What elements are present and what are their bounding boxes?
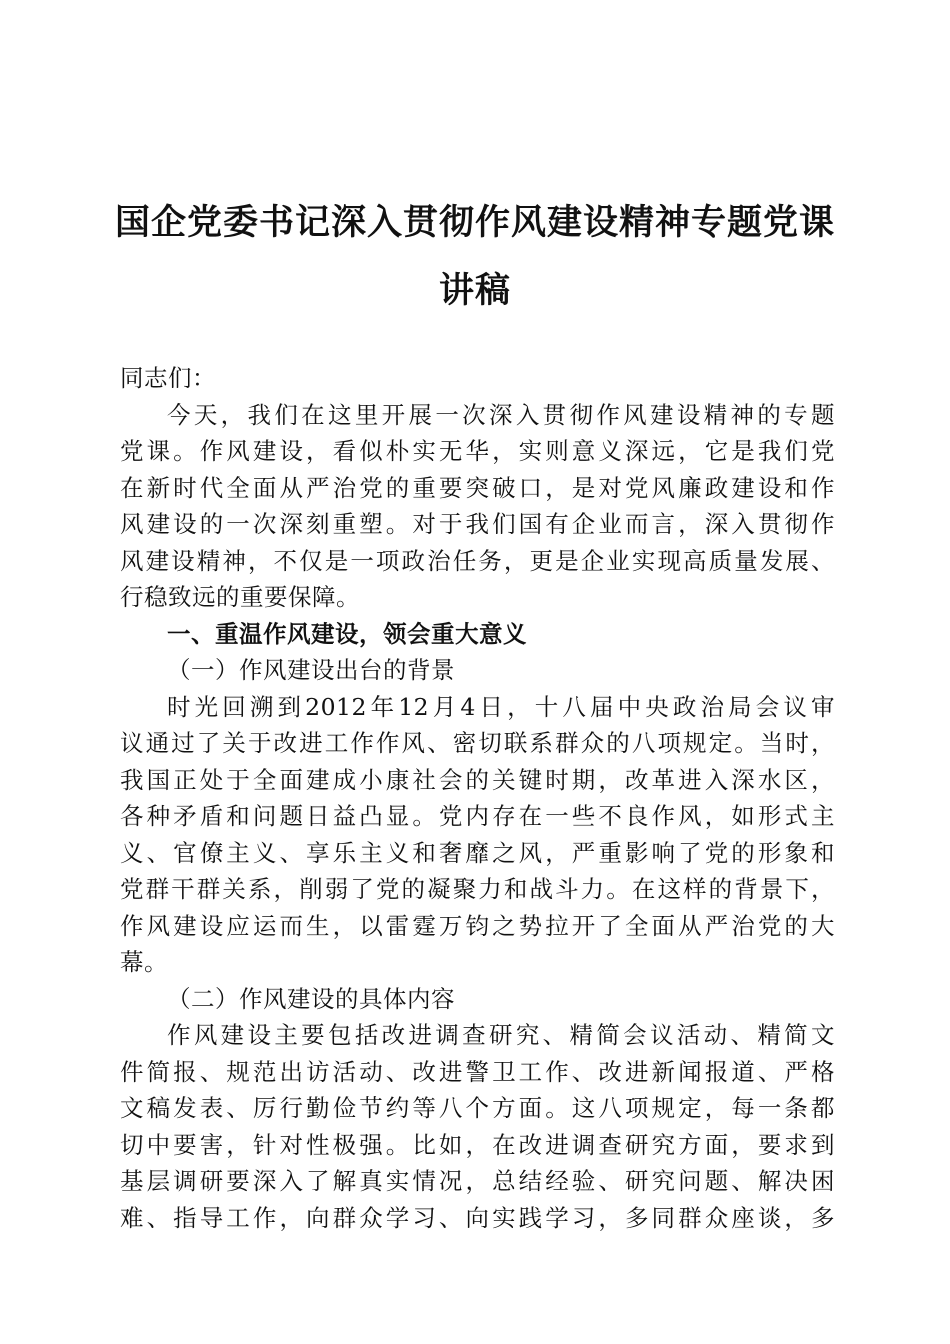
paragraph-line: 我国正处于全面建成小康社会的关键时期，改革进入深水区， [120, 765, 835, 794]
subsection-heading: （一）作风建设出台的背景 [167, 656, 455, 684]
paragraph-line: 党课。作风建设，看似朴实无华，实则意义深远，它是我们党 [120, 437, 835, 465]
paragraph-line: 今天，我们在这里开展一次深入贯彻作风建设精神的专题 [167, 400, 835, 429]
paragraph-line: 基层调研要深入了解真实情况，总结经验、研究问题、解决困 [120, 1167, 835, 1195]
paragraph-line: 幕。 [120, 948, 168, 976]
paragraph-line: 在新时代全面从严治党的重要突破口，是对党风廉政建设和作 [120, 473, 835, 502]
paragraph-line: 难、指导工作，向群众学习、向实践学习，多同群众座谈，多 [120, 1203, 835, 1232]
paragraph-line: 文稿发表、厉行勤俭节约等八个方面。这八项规定，每一条都 [120, 1094, 835, 1122]
paragraph-line: 作风建设主要包括改进调查研究、精简会议活动、精简文 [167, 1021, 835, 1049]
paragraph-line: 行稳致远的重要保障。 [120, 583, 360, 611]
paragraph-line: 作风建设应运而生，以雷霆万钧之势拉开了全面从严治党的大 [120, 911, 835, 940]
paragraph-line: 件简报、规范出访活动、改进警卫工作、改进新闻报道、严格 [120, 1057, 835, 1086]
document-body [120, 360, 835, 1236]
document-title-line-1: 国企党委书记深入贯彻作风建设精神专题党课 [114, 202, 835, 243]
paragraph-line: 风建设的一次深刻重塑。对于我们国有企业而言，深入贯彻作 [120, 510, 835, 538]
paragraph-line: 各种矛盾和问题日益凸显。党内存在一些不良作风，如形式主 [120, 802, 835, 830]
salutation: 同志们： [120, 364, 216, 392]
paragraph-line: 义、官僚主义、享乐主义和奢靡之风，严重影响了党的形象和 [120, 838, 835, 867]
paragraph-line: 时光回溯到2012年12月4日，十八届中央政治局会议审 [167, 692, 835, 721]
subsection-heading: （二）作风建设的具体内容 [167, 984, 455, 1013]
paragraph-line: 党群干群关系，削弱了党的凝聚力和战斗力。在这样的背景下， [120, 875, 835, 903]
paragraph-line: 风建设精神，不仅是一项政治任务，更是企业实现高质量发展、 [120, 546, 835, 575]
section-heading: 一、重温作风建设，领会重大意义 [167, 619, 527, 648]
paragraph-line: 议通过了关于改进工作作风、密切联系群众的八项规定。当时， [120, 729, 835, 757]
document-title-line-2: 讲稿 [438, 270, 511, 311]
paragraph-line: 切中要害，针对性极强。比如，在改进调查研究方面，要求到 [120, 1130, 835, 1159]
